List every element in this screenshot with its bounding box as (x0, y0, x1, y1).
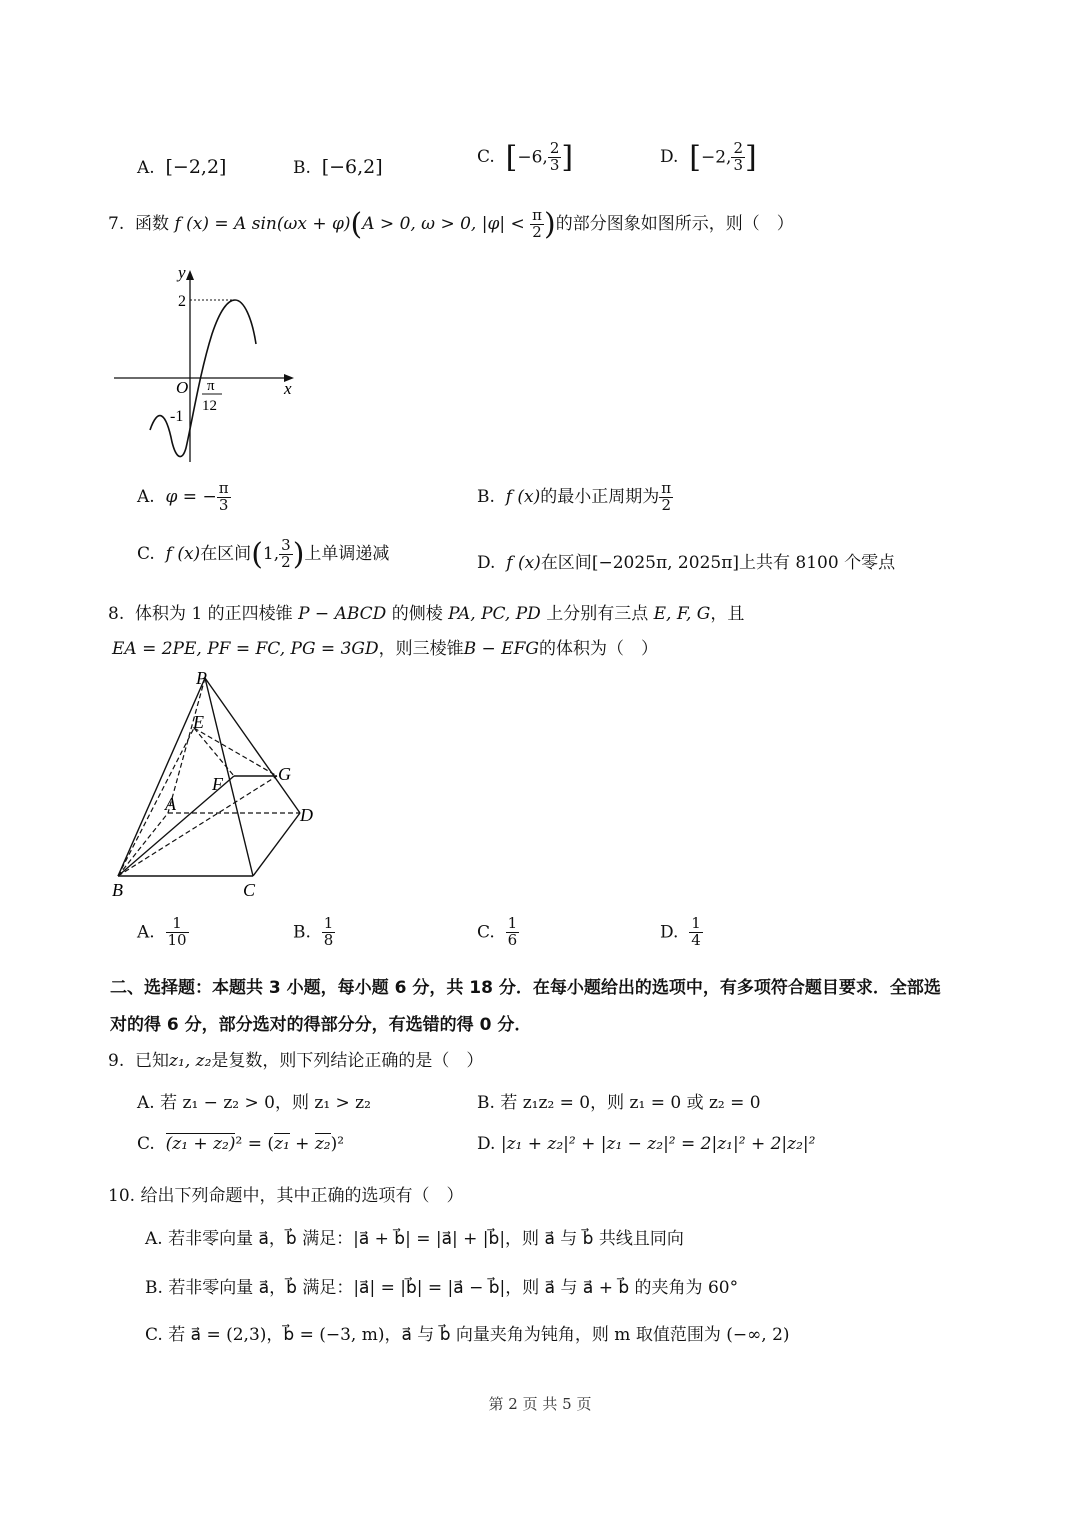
q7-x-label: x (284, 379, 292, 398)
q8-label-d: D (300, 805, 313, 825)
q7-xtick-den: 12 (202, 398, 217, 414)
q6-option-a: A. [−2,2] (137, 156, 227, 178)
q7-ymax-label: 2 (178, 293, 186, 310)
q8-option-a: A. $\frac{1}{10}$ (137, 914, 187, 949)
q9-stem: 9. 已知z₁, z₂是复数，则下列结论正确的是（ ） (108, 1051, 484, 1071)
q10-option-c: C. 若 a⃗ = (2,3)，b⃗ = (−3, m)，a⃗ 与 b⃗ 向量夹角为钝角，则 m 取值范围为 (−∞, 2) (145, 1325, 790, 1345)
q7-sine-graph (108, 262, 308, 467)
q10-stem: 10. 给出下列命题中，其中正确的选项有（ ） (108, 1186, 464, 1206)
page-footer: 第 2 页 共 5 页 (488, 1395, 592, 1413)
section2-heading-line2: 对的得 6 分，部分选对的得部分分，有选错的得 0 分． (110, 1015, 532, 1035)
q9-option-c: C. (z₁ + z₂)² = (z₁ + z₂)² (137, 1134, 345, 1154)
q7-origin-label: O (176, 378, 189, 397)
q8-option-d: D. $\frac{1}{4}$ (660, 914, 701, 949)
q7-option-d: D. f (x)在区间[−2025π, 2025π]上共有 8100 个零点 (477, 553, 896, 573)
q8-pyramid-figure (108, 668, 328, 908)
q9-option-d: D. |z₁ + z₂|² + |z₁ − z₂|² = 2|z₁|² + 2|z₂|² (477, 1134, 816, 1154)
q9-option-b: B. 若 z₁z₂ = 0，则 z₁ = 0 或 z₂ = 0 (477, 1093, 761, 1113)
q7-option-c: C. f (x)在区间(1, $\frac{3}{2}$ )上单调递减 (137, 536, 390, 572)
q8-label-a: A (165, 794, 176, 814)
q6-option-b: B. [−6,2] (293, 156, 383, 178)
q6-option-d: D. [−2, $\frac{2}{3}$ ] (660, 139, 757, 175)
q9-option-a: A. 若 z₁ − z₂ > 0，则 z₁ > z₂ (137, 1093, 371, 1113)
q7-stem: 7. 函数 f (x) = A sin(ωx + φ)(A > 0, ω > 0, |φ| < $\frac{\pi}{2}$ )的部分图象如图所示，则（ ） (108, 206, 794, 242)
q7-option-b: B. f (x)的最小正周期为 $\frac{\pi}{2}$ (477, 479, 672, 514)
q6-option-a-value: [−2,2] (165, 156, 227, 178)
q7-ymin-label: -1 (170, 408, 184, 425)
q8-stem-line1: 8. 体积为 1 的正四棱锥 P − ABCD 的侧棱 PA, PC, PD 上分别有三点 E, F, G，且 (108, 604, 745, 624)
q6-option-c: C. [−6, $\frac{2}{3}$ ] (477, 139, 574, 175)
q8-label-f: F (212, 774, 223, 794)
q7-xtick-num: π (207, 378, 215, 394)
section2-heading-line1: 二、选择题：本题共 3 小题，每小题 6 分，共 18 分．在每小题给出的选项中，有多项符合题目要求．全部选 (110, 978, 941, 998)
q7-option-a: A. φ = − $\frac{\pi}{3}$ (137, 479, 229, 514)
q8-label-p: P (196, 668, 207, 688)
q10-option-a: A. 若非零向量 a⃗，b⃗ 满足：|a⃗ + b⃗| = |a⃗| + |b⃗|，则 a⃗ 与 b⃗ 共线且同向 (145, 1229, 684, 1249)
q6-option-b-value: [−6,2] (321, 156, 383, 178)
q8-label-e: E (193, 712, 204, 732)
q8-option-b: B. $\frac{1}{8}$ (293, 914, 334, 949)
q7-y-arrow (186, 270, 194, 280)
q7-y-label: y (178, 263, 186, 282)
q8-label-g: G (278, 764, 291, 784)
q8-stem-line2: EA = 2PE, PF = FC, PG = 3GD，则三棱锥B − EFG的体积为（ ） (112, 639, 658, 659)
q8-label-b: B (112, 880, 123, 900)
q10-option-b: B. 若非零向量 a⃗，b⃗ 满足：|a⃗| = |b⃗| = |a⃗ − b⃗|，则 a⃗ 与 a⃗ + b⃗ 的夹角为 60° (145, 1278, 739, 1298)
q8-option-c: C. $\frac{1}{6}$ (477, 914, 518, 949)
q8-label-c: C (243, 880, 256, 900)
